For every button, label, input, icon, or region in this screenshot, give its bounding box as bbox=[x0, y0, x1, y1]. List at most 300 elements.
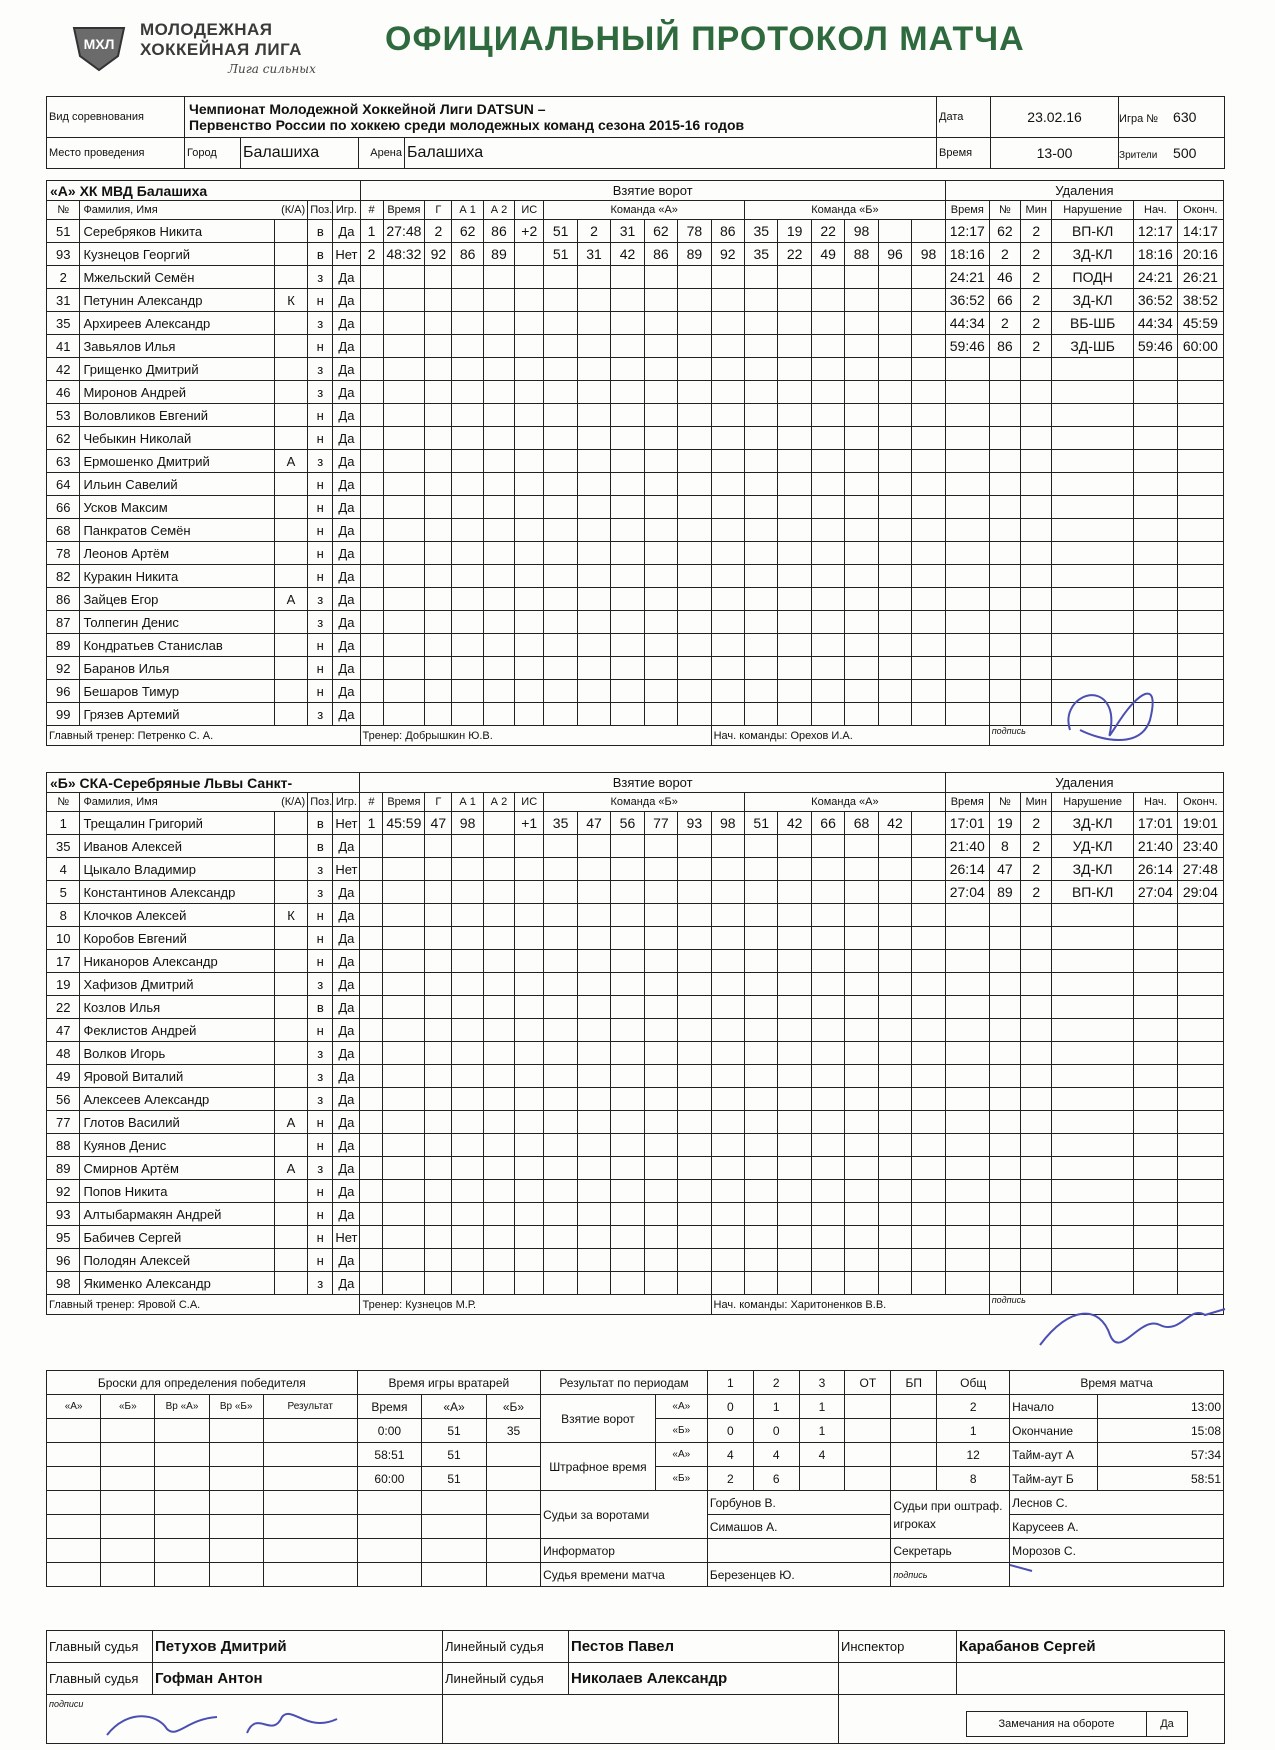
team-b-goal-opp-player bbox=[912, 950, 946, 973]
team-b-player-played: Да bbox=[333, 1157, 360, 1180]
team-b-goal-opp-player bbox=[811, 927, 844, 950]
team-a-goal-number: 1 bbox=[360, 220, 383, 243]
team-a-goal-own-player bbox=[644, 312, 677, 335]
team-a-penalty-end bbox=[1177, 473, 1223, 496]
team-b-goal-own-player bbox=[678, 1203, 711, 1226]
team-b-penalty-player bbox=[989, 1042, 1020, 1065]
start-label: Начало bbox=[1010, 1395, 1098, 1419]
team-a-penalty-time: 18:16 bbox=[945, 243, 989, 266]
team-b-goal-time bbox=[383, 1226, 425, 1249]
team-a-goal-opp-player bbox=[745, 565, 778, 588]
team-a-goal-number bbox=[360, 634, 383, 657]
team-b-col-pen-violation: Нарушение bbox=[1052, 793, 1134, 812]
team-a-goal-own-player bbox=[544, 588, 577, 611]
team-a-penalty-player bbox=[989, 496, 1020, 519]
team-a-penalty-minutes: 2 bbox=[1021, 335, 1052, 358]
team-a-col-pen-end: Оконч. bbox=[1177, 201, 1223, 220]
team-a-goal-scorer bbox=[425, 542, 452, 565]
periods-label: Результат по периодам bbox=[541, 1371, 708, 1395]
team-b-player-name: Иванов Алексей bbox=[80, 835, 274, 858]
team-b-goal-assist2 bbox=[483, 835, 514, 858]
team-a-penalty-time bbox=[945, 519, 989, 542]
team-b-goal-opp-player bbox=[912, 858, 946, 881]
league-name-line2: ХОККЕЙНАЯ ЛИГА bbox=[140, 40, 302, 59]
timekeeper-value: Березенцев Ю. bbox=[707, 1563, 890, 1587]
team-b-goal-scorer bbox=[425, 1180, 452, 1203]
shootout-col-b: «Б» bbox=[101, 1395, 155, 1419]
team-a-player-ka bbox=[274, 496, 307, 519]
team-a-player-played: Да bbox=[333, 657, 360, 680]
team-b-goal-own-player bbox=[611, 973, 644, 996]
team-b-goal-number bbox=[360, 1157, 383, 1180]
team-a-goal-own-player bbox=[611, 565, 644, 588]
team-a-goal-own-player bbox=[711, 427, 744, 450]
team-b-goal-strength bbox=[515, 1226, 544, 1249]
team-a-goal-time bbox=[383, 358, 425, 381]
team-b-penalty-end bbox=[1177, 973, 1223, 996]
team-b-goal-own-player bbox=[678, 927, 711, 950]
team-b-player-row bbox=[47, 1249, 1224, 1272]
team-b-player-ka bbox=[274, 1272, 307, 1295]
team-b-goal-own-player bbox=[577, 973, 610, 996]
team-a-goal-time bbox=[383, 565, 425, 588]
team-a-goal-scorer bbox=[425, 404, 452, 427]
team-a-goal-scorer: 92 bbox=[425, 243, 452, 266]
inspector-value: Карабанов Сергей bbox=[957, 1631, 1225, 1663]
team-a-goal-opp-player bbox=[778, 496, 811, 519]
team-a-goal-time bbox=[383, 496, 425, 519]
team-a-goal-own-player bbox=[644, 657, 677, 680]
pim-b-so bbox=[891, 1467, 937, 1491]
team-a-penalty-time bbox=[945, 496, 989, 519]
team-b-goal-number bbox=[360, 996, 383, 1019]
team-a-goal-strength bbox=[515, 358, 544, 381]
team-b-goal-opp-player bbox=[744, 1042, 777, 1065]
team-a-col-pen-start: Нач. bbox=[1133, 201, 1177, 220]
team-a-col-goal: Г bbox=[425, 201, 452, 220]
team-a-goal-own-player bbox=[711, 312, 744, 335]
team-a-goal-own-player bbox=[544, 312, 577, 335]
team-a-penalty-player: 62 bbox=[989, 220, 1020, 243]
team-a-col-a2: А 2 bbox=[483, 201, 514, 220]
team-b-goal-own-player bbox=[544, 904, 577, 927]
team-b-penalty-player bbox=[989, 1134, 1020, 1157]
goalie-row-3-time: 60:00 bbox=[357, 1467, 422, 1491]
team-a-goal-opp-player bbox=[845, 404, 878, 427]
team-a-penalty-time: 24:21 bbox=[945, 266, 989, 289]
team-b-penalty-minutes bbox=[1021, 973, 1052, 996]
team-a-goal-strength bbox=[515, 588, 544, 611]
team-b-penalty-time bbox=[945, 1157, 989, 1180]
team-b-player-row bbox=[47, 835, 1224, 858]
team-a-penalty-player bbox=[989, 542, 1020, 565]
team-b-penalty-minutes bbox=[1021, 1042, 1052, 1065]
team-a-goal-opp-player bbox=[745, 657, 778, 680]
team-a-penalty-violation bbox=[1052, 450, 1134, 473]
team-a-goal-scorer bbox=[425, 519, 452, 542]
team-a-goal-scorer bbox=[425, 312, 452, 335]
team-b-goal-number bbox=[360, 1180, 383, 1203]
team-b-player-row bbox=[47, 973, 1224, 996]
team-a-goal-own-player bbox=[544, 542, 577, 565]
team-a-player-name: Леонов Артём bbox=[80, 542, 274, 565]
team-b-goal-number bbox=[360, 1065, 383, 1088]
team-a-player-name: Архиреев Александр bbox=[80, 312, 274, 335]
team-a-goal-assist1 bbox=[452, 496, 483, 519]
team-a-goal-own-player bbox=[711, 703, 744, 726]
team-a-goal-own-player bbox=[577, 680, 610, 703]
linesman-1: Пестов Павел bbox=[569, 1631, 839, 1663]
team-a-goal-own-player: 86 bbox=[711, 220, 744, 243]
team-a-player-ka bbox=[274, 335, 307, 358]
team-b-penalty-violation bbox=[1052, 1226, 1134, 1249]
team-b-player-position: з bbox=[308, 881, 333, 904]
period-so-header: БП bbox=[891, 1371, 937, 1395]
team-a-penalty-end bbox=[1177, 404, 1223, 427]
game-number-value: 630 bbox=[1173, 109, 1197, 125]
team-b-player-position: з bbox=[308, 1272, 333, 1295]
team-b-penalty-player bbox=[989, 1180, 1020, 1203]
team-b-goal-strength bbox=[515, 973, 544, 996]
goals-row-label: Взятие ворот bbox=[541, 1395, 656, 1443]
team-b-penalty-minutes bbox=[1021, 1019, 1052, 1042]
team-a-goal-strength bbox=[515, 519, 544, 542]
team-b-penalty-time bbox=[945, 1019, 989, 1042]
match-time-label: Время матча bbox=[1010, 1371, 1224, 1395]
team-b-goal-own-player bbox=[577, 1134, 610, 1157]
team-b-goal-scorer bbox=[425, 1203, 452, 1226]
team-a-penalty-player: 86 bbox=[989, 335, 1020, 358]
team-b-goal-opp-player bbox=[912, 1226, 946, 1249]
team-a-goal-own-player: 31 bbox=[611, 220, 644, 243]
team-b-goal-time bbox=[383, 950, 425, 973]
team-b-player-name: Хафизов Дмитрий bbox=[80, 973, 274, 996]
team-a-player-name: Зайцев Егор bbox=[80, 588, 274, 611]
team-b-goal-assist1 bbox=[452, 835, 483, 858]
team-a-player-played: Нет bbox=[333, 243, 360, 266]
team-a-player-name: Мжельский Семён bbox=[80, 266, 274, 289]
team-b-penalty-violation: ВП-КЛ bbox=[1052, 881, 1134, 904]
team-b-team-chief: Нач. команды: Харитоненков В.В. bbox=[711, 1295, 989, 1315]
team-b-goal-opp-player bbox=[744, 1065, 777, 1088]
team-b-goal-scorer bbox=[425, 1226, 452, 1249]
date-value: 23.02.16 bbox=[991, 97, 1119, 138]
team-a-penalty-violation bbox=[1052, 358, 1134, 381]
team-b-player-row bbox=[47, 904, 1224, 927]
team-b-goal-opp-player bbox=[744, 1157, 777, 1180]
team-a-goal-time bbox=[383, 381, 425, 404]
team-a-goal-opp-player bbox=[811, 266, 844, 289]
team-b-goal-scorer bbox=[425, 1134, 452, 1157]
team-b-goal-scorer bbox=[425, 950, 452, 973]
shootout-col-a: «А» bbox=[47, 1395, 101, 1419]
team-a-penalty-end bbox=[1177, 634, 1223, 657]
team-a-penalty-end: 38:52 bbox=[1177, 289, 1223, 312]
shootout-col-gk-b: Вр «Б» bbox=[209, 1395, 263, 1419]
team-b-player-row bbox=[47, 858, 1224, 881]
team-a-goal-own-player: 31 bbox=[577, 243, 610, 266]
team-a-player-position: н bbox=[308, 427, 333, 450]
team-b-penalty-end bbox=[1177, 1249, 1223, 1272]
team-a-goal-opp-player bbox=[778, 680, 811, 703]
team-a-player-ka bbox=[274, 427, 307, 450]
team-b-goal-opp-player bbox=[845, 1042, 878, 1065]
team-a-penalty-end: 45:59 bbox=[1177, 312, 1223, 335]
team-b-goal-opp-player: 42 bbox=[878, 812, 911, 835]
team-b-goal-own-player bbox=[577, 1157, 610, 1180]
team-a-penalty-time bbox=[945, 703, 989, 726]
team-a-goal-assist2 bbox=[483, 358, 514, 381]
team-a-goal-opp-player bbox=[878, 680, 911, 703]
team-b-goal-own-player bbox=[611, 858, 644, 881]
pim-a-p2: 4 bbox=[753, 1443, 799, 1467]
team-b-player-ka bbox=[274, 927, 307, 950]
goal-judge-1: Горбунов В. bbox=[707, 1491, 890, 1515]
team-a-goal-opp-player bbox=[745, 680, 778, 703]
team-a-goal-opp-player bbox=[878, 611, 911, 634]
team-a-goal-own-player: 78 bbox=[678, 220, 711, 243]
remarks-label: Замечания на обороте bbox=[967, 1712, 1147, 1736]
team-b-player-played: Да bbox=[333, 881, 360, 904]
team-a-col-goal-num: # bbox=[360, 201, 383, 220]
team-b-goal-time bbox=[383, 1042, 425, 1065]
team-a-goal-own-player bbox=[577, 473, 610, 496]
team-b-goal-opp-player bbox=[811, 1203, 844, 1226]
team-a-penalty-start: 36:52 bbox=[1133, 289, 1177, 312]
team-a-goal-opp-player bbox=[745, 358, 778, 381]
team-b-goal-assist1 bbox=[452, 1226, 483, 1249]
team-b-player-name: Никаноров Александр bbox=[80, 950, 274, 973]
team-b-goal-strength bbox=[515, 1272, 544, 1295]
team-a-penalty-minutes bbox=[1021, 519, 1052, 542]
team-a-goal-opp-player bbox=[845, 266, 878, 289]
team-b-goal-opp-player bbox=[778, 904, 811, 927]
team-b-player-position: н bbox=[308, 950, 333, 973]
team-b-goal-opp-player bbox=[744, 1180, 777, 1203]
team-b-goal-own-player bbox=[577, 904, 610, 927]
team-b-goal-own-player bbox=[678, 858, 711, 881]
penalty-judge-2: Карусеев А. bbox=[1010, 1515, 1224, 1539]
secretary-signature bbox=[1010, 1563, 1224, 1587]
team-b-goal-assist2 bbox=[483, 1042, 514, 1065]
team-b-penalty-violation bbox=[1052, 1134, 1134, 1157]
timeout-a-label: Тайм-аут А bbox=[1010, 1443, 1098, 1467]
team-a-goal-assist1 bbox=[452, 289, 483, 312]
team-a-penalty-player: 2 bbox=[989, 243, 1020, 266]
team-a-goal-assist2 bbox=[483, 450, 514, 473]
team-b-goal-opp-player bbox=[912, 1180, 946, 1203]
team-b-goal-opp-player bbox=[912, 881, 946, 904]
team-b-penalty-player bbox=[989, 950, 1020, 973]
team-b-col-a2: А 2 bbox=[483, 793, 514, 812]
team-a-penalty-violation: ВБ-ШБ bbox=[1052, 312, 1134, 335]
team-b-penalty-start bbox=[1133, 950, 1177, 973]
team-a-player-ka bbox=[274, 657, 307, 680]
team-b-goal-own-player bbox=[611, 1111, 644, 1134]
team-b-goal-own-player bbox=[611, 1180, 644, 1203]
team-a-goal-time: 27:48 bbox=[383, 220, 425, 243]
team-a-player-position: н bbox=[308, 519, 333, 542]
team-a-penalty-time: 44:34 bbox=[945, 312, 989, 335]
team-b-player-position: н bbox=[308, 1134, 333, 1157]
team-a-goal-opp-player bbox=[745, 542, 778, 565]
team-a-goal-own-player bbox=[577, 542, 610, 565]
team-b-goal-time bbox=[383, 881, 425, 904]
goals-b-total: 1 bbox=[937, 1419, 1010, 1443]
team-b-penalty-time bbox=[945, 950, 989, 973]
team-b-penalty-end bbox=[1177, 950, 1223, 973]
team-b-player-played: Да bbox=[333, 1272, 360, 1295]
team-b-goal-time bbox=[383, 1203, 425, 1226]
team-b-player-number: 8 bbox=[47, 904, 80, 927]
team-b-penalty-minutes: 2 bbox=[1021, 858, 1052, 881]
team-a-player-ka: А bbox=[274, 588, 307, 611]
team-a-goal-opp-player: 98 bbox=[845, 220, 878, 243]
team-a-player-number: 87 bbox=[47, 611, 80, 634]
team-a-goal-own-player bbox=[544, 565, 577, 588]
team-a-penalty-player bbox=[989, 657, 1020, 680]
team-a-player-ka bbox=[274, 358, 307, 381]
team-a-goal-opp-player bbox=[811, 657, 844, 680]
team-a-penalty-violation bbox=[1052, 473, 1134, 496]
team-b-goal-own-player bbox=[644, 1134, 677, 1157]
team-a-goal-opp-player bbox=[745, 289, 778, 312]
team-b-goal-opp-player bbox=[878, 1088, 911, 1111]
team-b-goal-assist1 bbox=[452, 881, 483, 904]
team-a-player-played: Да bbox=[333, 358, 360, 381]
team-a-goal-opp-player bbox=[778, 335, 811, 358]
team-b-player-position: н bbox=[308, 927, 333, 950]
team-a-goal-own-player bbox=[577, 450, 610, 473]
goalie-row-3-b bbox=[486, 1467, 540, 1491]
team-b-goal-opp-player bbox=[878, 1019, 911, 1042]
team-b-player-number: 47 bbox=[47, 1019, 80, 1042]
team-b-goal-opp-player bbox=[811, 1111, 844, 1134]
spectators-value: 500 bbox=[1173, 145, 1197, 161]
team-b-goal-opp-player bbox=[778, 1111, 811, 1134]
spectators-label: Зрители bbox=[1119, 150, 1158, 161]
team-b-col-a1: А 1 bbox=[452, 793, 483, 812]
team-b-penalty-minutes bbox=[1021, 1111, 1052, 1134]
team-b-player-played: Да bbox=[333, 1134, 360, 1157]
team-b-col-goal: Г bbox=[425, 793, 452, 812]
team-b-goal-strength bbox=[515, 1111, 544, 1134]
team-b-penalty-time bbox=[945, 904, 989, 927]
team-b-goal-opp-player bbox=[845, 1088, 878, 1111]
team-b-goal-own-player bbox=[577, 1065, 610, 1088]
team-b-player-ka bbox=[274, 812, 307, 835]
team-b-player-name: Алексеев Александр bbox=[80, 1088, 274, 1111]
team-b-player-played: Да bbox=[333, 1249, 360, 1272]
venue-label: Место проведения bbox=[47, 138, 185, 169]
team-b-penalty-time bbox=[945, 1042, 989, 1065]
team-a-penalty-minutes bbox=[1021, 358, 1052, 381]
team-b-goal-own-player: 98 bbox=[711, 812, 744, 835]
team-b-player-number: 10 bbox=[47, 927, 80, 950]
team-a-goal-opp-player bbox=[912, 634, 946, 657]
team-b-penalty-start bbox=[1133, 1065, 1177, 1088]
team-b-goal-time bbox=[383, 904, 425, 927]
team-a-goal-strength bbox=[515, 289, 544, 312]
team-b-goal-opp-player bbox=[878, 858, 911, 881]
team-a-goal-number bbox=[360, 565, 383, 588]
team-a-goal-opp-player bbox=[811, 542, 844, 565]
team-a-goal-opp-player bbox=[778, 266, 811, 289]
team-a-goal-opp-player bbox=[745, 266, 778, 289]
team-a-goal-time bbox=[383, 680, 425, 703]
team-a-goal-opp-player bbox=[912, 427, 946, 450]
team-a-goal-opp-player bbox=[878, 404, 911, 427]
team-a-player-position: н bbox=[308, 657, 333, 680]
team-a-goal-assist1 bbox=[452, 634, 483, 657]
team-a-goal-opp-player bbox=[878, 519, 911, 542]
team-b-penalty-player: 19 bbox=[989, 812, 1020, 835]
team-a-player-number: 82 bbox=[47, 565, 80, 588]
team-a-goal-own-player bbox=[544, 289, 577, 312]
team-b-player-row bbox=[47, 1226, 1224, 1249]
team-b-goal-assist1 bbox=[452, 950, 483, 973]
team-a-goal-assist1 bbox=[452, 703, 483, 726]
team-a-col-is: ИС bbox=[515, 201, 544, 220]
team-a-goal-opp-player bbox=[912, 358, 946, 381]
team-a-goal-own-player bbox=[678, 565, 711, 588]
team-a-goal-own-player bbox=[611, 312, 644, 335]
team-a-goal-assist2 bbox=[483, 634, 514, 657]
team-b-player-played: Нет bbox=[333, 812, 360, 835]
team-b-goal-assist2 bbox=[483, 1088, 514, 1111]
team-b-goal-own-player bbox=[644, 927, 677, 950]
competition-value: Чемпионат Молодежной Хоккейной Лиги DATSUN – Первенство России по хоккею среди молодежных команд сезона 2015-16 годов bbox=[185, 97, 937, 138]
team-b-player-position: з bbox=[308, 1088, 333, 1111]
team-a-player-row bbox=[47, 611, 1224, 634]
team-b-goal-opp-player bbox=[811, 1180, 844, 1203]
team-a-penalty-end bbox=[1177, 381, 1223, 404]
team-b-goal-opp-player bbox=[778, 1019, 811, 1042]
team-a-goal-opp-player bbox=[745, 450, 778, 473]
team-a-goal-own-player bbox=[644, 358, 677, 381]
team-b-player-row bbox=[47, 1088, 1224, 1111]
team-a-goal-opp-player bbox=[878, 634, 911, 657]
team-b-player-ka bbox=[274, 858, 307, 881]
team-b-penalty-start bbox=[1133, 1088, 1177, 1111]
team-a-goal-own-player bbox=[544, 657, 577, 680]
shootout-col-result: Результат bbox=[263, 1395, 357, 1419]
team-a-goal-own-player bbox=[678, 312, 711, 335]
team-b-goal-opp-player bbox=[845, 1203, 878, 1226]
team-b-player-played: Да bbox=[333, 1042, 360, 1065]
team-a-player-name: Воловликов Евгений bbox=[80, 404, 274, 427]
goals-b-ot bbox=[845, 1419, 891, 1443]
team-a-goal-assist1 bbox=[452, 473, 483, 496]
team-a-penalty-time bbox=[945, 427, 989, 450]
team-b-goal-opp-player bbox=[778, 950, 811, 973]
team-b-goal-opp-player bbox=[778, 858, 811, 881]
team-b-goal-number bbox=[360, 950, 383, 973]
team-a-goal-opp-player bbox=[811, 312, 844, 335]
team-a-goal-opp-player bbox=[778, 611, 811, 634]
team-a-goal-opp-player bbox=[845, 289, 878, 312]
team-b-goal-opp-player bbox=[845, 1019, 878, 1042]
team-a-goal-opp-player bbox=[912, 312, 946, 335]
team-b-goal-own-player bbox=[544, 1065, 577, 1088]
team-b-goal-own-player bbox=[577, 927, 610, 950]
team-b-player-number: 17 bbox=[47, 950, 80, 973]
team-a-player-played: Да bbox=[333, 703, 360, 726]
team-a-goal-opp-player bbox=[878, 289, 911, 312]
team-a-goal-assist1 bbox=[452, 542, 483, 565]
team-a-goal-number bbox=[360, 266, 383, 289]
team-a-goal-scorer bbox=[425, 450, 452, 473]
